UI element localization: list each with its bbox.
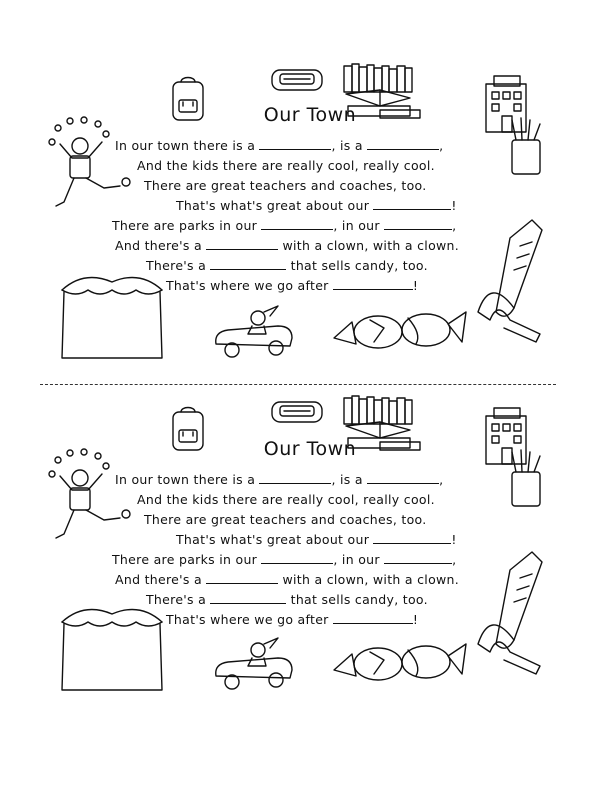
fill-in-blank[interactable] — [384, 553, 452, 564]
fill-in-blank[interactable] — [210, 593, 286, 604]
poem-line-5: There are parks in our , in our , — [112, 218, 457, 233]
fill-in-blank[interactable] — [333, 279, 413, 290]
poem-line-6: And there's a with a clown, with a clown. — [115, 238, 460, 253]
fill-in-blank[interactable] — [261, 219, 333, 230]
poem-line-5: There are parks in our , in our , — [112, 552, 457, 567]
fill-in-blank[interactable] — [367, 139, 439, 150]
clown-car-icon — [208, 636, 298, 694]
poem-line-8: That's where we go after ! — [166, 278, 419, 293]
poem-line-3: There are great teachers and coaches, too. — [144, 512, 427, 527]
poem-line-4: That's what's great about our ! — [176, 198, 457, 213]
poem-line-1: In our town there is a , is a , — [115, 138, 444, 153]
fill-in-blank[interactable] — [206, 239, 278, 250]
fill-in-blank[interactable] — [259, 139, 331, 150]
worksheet-bottom — [0, 396, 612, 726]
circus-tent-icon — [56, 606, 168, 694]
pencil-case-icon — [268, 64, 326, 94]
poem-line-7: There's a that sells candy, too. — [146, 592, 428, 607]
circus-tent-icon — [56, 274, 168, 362]
candy-cane-icon — [470, 548, 550, 678]
page-title: Our Town — [263, 438, 357, 460]
worksheet-top — [0, 58, 612, 388]
fill-in-blank[interactable] — [259, 473, 331, 484]
backpack-icon — [165, 404, 211, 454]
pencil-case-icon — [268, 396, 326, 426]
pencil-cup-icon — [506, 116, 546, 176]
juggler-kid-icon — [46, 450, 136, 544]
fill-in-blank[interactable] — [373, 199, 451, 210]
poem-line-1: In our town there is a , is a , — [115, 472, 444, 487]
poem-line-2: And the kids there are really cool, really cool. — [137, 158, 435, 173]
poem-line-6: And there's a with a clown, with a clown. — [115, 572, 460, 587]
fill-in-blank[interactable] — [384, 219, 452, 230]
poem-line-2: And the kids there are really cool, really cool. — [137, 492, 435, 507]
backpack-icon — [165, 74, 211, 124]
fill-in-blank[interactable] — [333, 613, 413, 624]
fill-in-blank[interactable] — [206, 573, 278, 584]
wrapped-candy-icon — [330, 626, 470, 696]
fill-in-blank[interactable] — [210, 259, 286, 270]
pencil-cup-icon — [506, 448, 546, 508]
page-title: Our Town — [263, 104, 357, 126]
clown-car-icon — [208, 304, 298, 362]
cut-line — [40, 384, 556, 385]
fill-in-blank[interactable] — [367, 473, 439, 484]
poem-line-3: There are great teachers and coaches, too. — [144, 178, 427, 193]
wrapped-candy-icon — [330, 294, 470, 364]
fill-in-blank[interactable] — [373, 533, 451, 544]
poem-line-8: That's where we go after ! — [166, 612, 419, 627]
poem-line-7: There's a that sells candy, too. — [146, 258, 428, 273]
poem-line-4: That's what's great about our ! — [176, 532, 457, 547]
fill-in-blank[interactable] — [261, 553, 333, 564]
juggler-kid-icon — [46, 118, 136, 212]
candy-cane-icon — [470, 216, 550, 346]
